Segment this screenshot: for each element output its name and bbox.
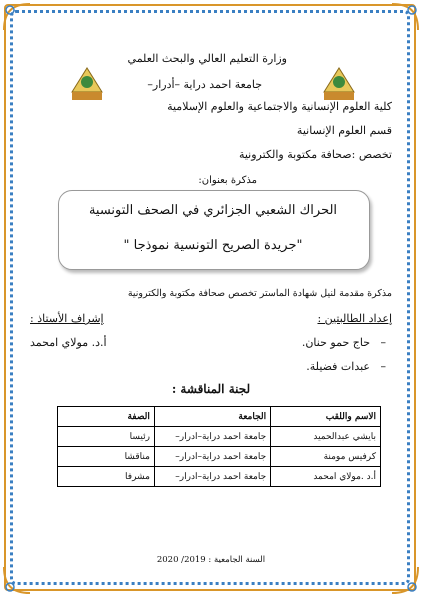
university-logo-icon (66, 62, 108, 104)
table-row (58, 447, 381, 467)
thesis-title-box (58, 190, 370, 270)
member-university: جامعة احمد دراية–ادرار– (154, 447, 270, 467)
students-label: إعداد الطالبتين : (317, 312, 392, 325)
submission-text: مذكرة مقدمة لنيل شهادة الماستر تخصص صحافة مكتوبة والكترونية (127, 288, 392, 299)
corner-ornament-icon (0, 563, 34, 597)
ministry-text: وزارة التعليم العالي والبحث العلمي (127, 52, 287, 65)
department-text: قسم العلوم الإنسانية (296, 124, 392, 137)
supervisor-label: إشراف الأستاذ : (30, 312, 104, 325)
bullet-dash: – (380, 360, 386, 373)
academic-year: السنة الجامعية : 2019/ 2020 (156, 555, 266, 565)
member-role: مشرفا (58, 467, 155, 487)
bullet-dash: – (380, 336, 386, 349)
thesis-title-line1: الحراك الشعبي الجزائري في الصحف التونسية (88, 203, 338, 218)
university-logo-icon (318, 62, 360, 104)
column-header: الاسم واللقب (271, 407, 381, 427)
memo-label: مذكرة بعنوان: (198, 175, 257, 186)
university-text: جامعة احمد دراية –أدرار– (147, 78, 262, 91)
corner-ornament-icon (0, 0, 34, 34)
corner-ornament-icon (388, 0, 422, 34)
student-name: حاج حمو حنان. (301, 336, 370, 349)
member-university: جامعة احمد دراية–ادرار– (154, 427, 270, 447)
faculty-text: كلية العلوم الإنسانية والاجتماعية والعلوم الإسلامية (167, 100, 392, 113)
column-header: الصفة (58, 407, 155, 427)
specialty-text: تخصص :صحافة مكتوبة والكترونية (238, 148, 392, 161)
table-header-row (58, 407, 381, 427)
committee-table (57, 406, 381, 487)
student-name: عبدات فضيلة. (306, 360, 370, 373)
member-name: أ.د .مولاي امحمد (271, 467, 381, 487)
thesis-title-line2: "جريدة الصريح التونسية نموذجا " (123, 238, 303, 253)
corner-ornament-icon (388, 563, 422, 597)
committee-heading: لجنة المناقشة : (171, 382, 251, 396)
supervisor-name: أ.د. مولاي امحمد (30, 336, 107, 349)
member-role: مناقشا (58, 447, 155, 467)
member-name: بايشي عبدالحميد (271, 427, 381, 447)
member-university: جامعة احمد دراية–ادرار– (154, 467, 270, 487)
member-role: رئيسا (58, 427, 155, 447)
member-name: كرفيس مومنة (271, 447, 381, 467)
table-row (58, 467, 381, 487)
column-header: الجامعة (154, 407, 270, 427)
table-row (58, 427, 381, 447)
